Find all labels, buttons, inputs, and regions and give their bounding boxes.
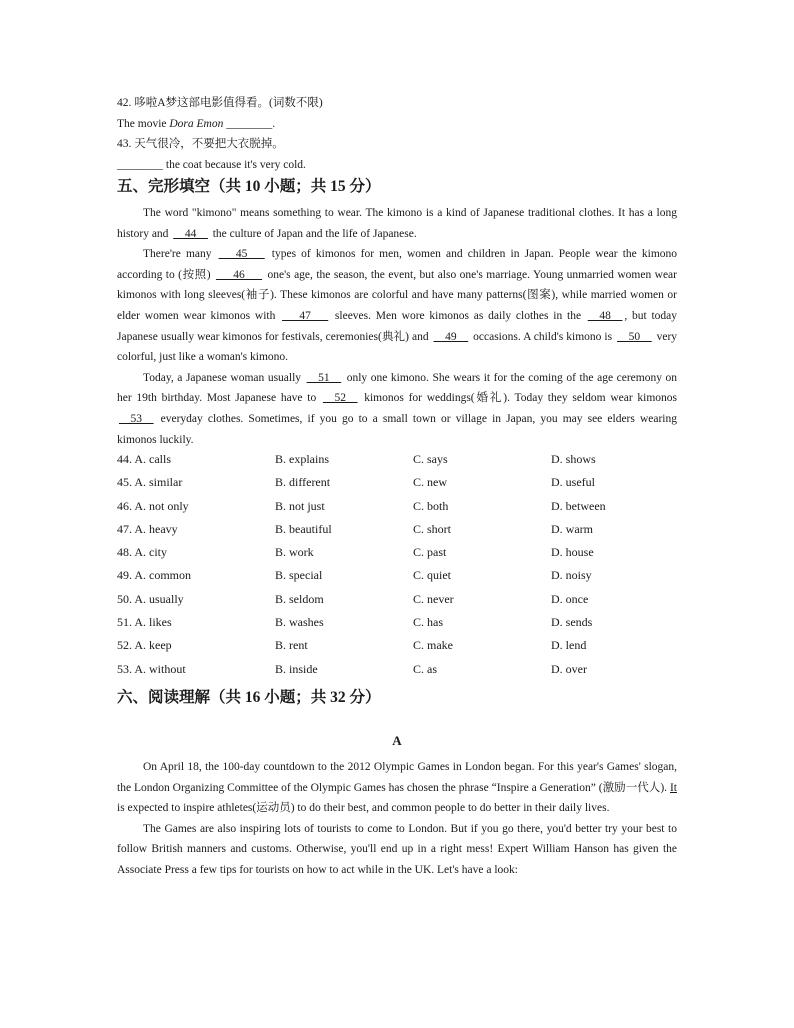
option-b: B. seldom [275,591,324,606]
option-c: C. short [413,521,452,536]
option-b: B. different [275,475,331,490]
q43-answer-rest: the coat because it's very cold. [165,159,306,171]
option-c: C. as [413,661,437,676]
cloze-blank-45: ___45___ [218,248,265,261]
option-a: 50. A. usually [117,591,184,606]
option-c: C. past [413,545,447,560]
cloze-text: The word "kimono" means something to wear. The kimono is a kind of Japanese traditional clothes. It has a long history and [117,207,677,240]
option-b: B. not just [275,498,325,513]
cloze-text: everyday clothes. Sometimes, if you go to a small town or village in Japan, you may see elders wearing kimonos luckily. [117,412,677,446]
reading-text: On April 18, the 100-day countdown to the 2012 Olympic Games in London began. For this year's Games' slogan, the London Organizing Committee of the Olympic Games has chosen the phrase “Inspire a Generation” (激励一代人). [117,761,677,794]
q42-answer-prefix: The movie [117,118,167,130]
cloze-text: Today, a Japanese woman usually [143,371,302,384]
option-d: D. lend [551,638,587,653]
cloze-blank-46: ___46___ [216,268,263,281]
option-d: D. house [551,545,594,560]
option-b: B. washes [275,615,324,630]
option-a: 49. A. common [117,568,191,583]
section5-title: 五、完形填空（共 10 小题；共 15 分） [117,178,381,195]
cloze-text: , but today Japanese usually wear kimonos for festivals, ceremonies(典礼) and [117,309,678,343]
cloze-text: There're many [143,248,212,261]
cloze-blank-51: __51__ [306,371,342,384]
option-b: B. rent [275,638,308,653]
cloze-paragraph-1 [117,203,677,244]
cloze-blank-44: __44__ [173,227,208,240]
option-row-51 [117,611,677,634]
reading-text: is expected to inspire athletes(运动员) to do their best, and common people to do better in their daily lives. [117,802,610,815]
cloze-text: only one kimono. She wears it for the coming of the age ceremony on her 19th birthday. Most Japanese have to [117,371,678,405]
option-a: 53. A. without [117,661,186,676]
cloze-paragraph-2 [117,244,677,368]
cloze-paragraph-3 [117,368,677,450]
cloze-blank-49: __49__ [433,330,469,343]
option-d: D. once [551,591,589,606]
q43-answer-line [117,157,306,173]
reading-underlined-word: It [669,781,677,794]
q42-prompt: 42. 哆啦A梦这部电影值得看。(词数不限) [117,97,323,109]
reading-paragraph-1 [117,757,677,819]
q43-answer-blank: ________ [117,159,163,171]
cloze-blank-47: ___47___ [282,309,329,322]
option-b: B. special [275,568,323,583]
option-a: 44. A. calls [117,452,171,466]
option-a: 45. A. similar [117,475,183,490]
option-d: D. over [551,661,587,676]
option-a: 46. A. not only [117,498,189,513]
option-d: D. sends [551,615,593,630]
option-d: D. noisy [551,568,592,583]
cloze-text: kimonos for weddings(婚礼). Today they seldom wear kimonos [364,392,678,405]
cloze-text: one's age, the season, the event, but also one's marriage. Young unmarried women wear kimonos with long sleeves(袖子). These kimonos are colorful and have many patterns(图案), while married women or elder women wear kimonos with [117,268,677,322]
reading-passage [117,757,677,881]
option-d: D. warm [551,521,593,536]
option-b: B. inside [275,661,318,676]
option-d: D. between [551,498,606,513]
option-row-48 [117,541,677,564]
option-c: C. has [413,615,443,630]
q42-answer-title: Dora Emon [169,118,224,130]
cloze-blank-48: __48__ [587,309,623,322]
option-d: D. shows [551,452,596,466]
option-c: C. new [413,475,447,490]
option-c: C. both [413,498,449,513]
option-b: B. work [275,545,314,560]
option-row-53 [117,658,677,681]
cloze-blank-53: __53__ [119,412,154,425]
cloze-blank-50: __50__ [617,330,652,343]
cloze-text: sleeves. Men wore kimonos as daily clothes in the [334,309,582,322]
option-row-52 [117,634,677,657]
option-c: C. make [413,638,453,653]
option-a: 52. A. keep [117,638,172,653]
cloze-passage [117,203,677,450]
cloze-text: types of kimonos for men, women and children in Japan. People wear the kimono according to (按照) [117,248,678,281]
section6-title: 六、阅读理解（共 16 小题；共 32 分） [117,689,381,706]
option-row-45 [117,471,677,494]
cloze-text: the culture of Japan and the life of Japanese. [212,227,417,240]
cloze-text: occasions. A child's kimono is [473,330,613,343]
option-row-50 [117,588,677,611]
passage-label: A [392,733,402,748]
option-row-46 [117,495,677,518]
cloze-text: very colorful, just like a woman's kimono. [117,330,678,364]
cloze-blank-52: __52__ [322,392,358,405]
option-row-49 [117,564,677,587]
option-a: 48. A. city [117,545,167,560]
option-a: 51. A. likes [117,615,172,630]
option-b: B. explains [275,452,329,466]
q43-prompt: 43. 天气很冷，不要把大衣脱掉。 [117,138,284,150]
option-c: C. quiet [413,568,451,583]
option-c: C. says [413,452,448,466]
reading-paragraph-2: The Games are also inspiring lots of tourists to come to London. But if you go there, you'd better try your best to follow British manners and customs. Otherwise, you'll end up in a right mess! Expert William Hanson has given the Associate Press a few tips for tourists on how to act while in the UK. Let's have a look: [117,822,677,876]
q42-answer-line [117,116,275,132]
q42-answer-blank: ________. [226,118,276,130]
option-d: D. useful [551,475,595,490]
cloze-options [117,448,677,681]
option-b: B. beautiful [275,521,332,536]
option-a: 47. A. heavy [117,521,178,536]
option-row-44 [117,448,677,471]
option-row-47 [117,518,677,541]
option-c: C. never [413,591,454,606]
